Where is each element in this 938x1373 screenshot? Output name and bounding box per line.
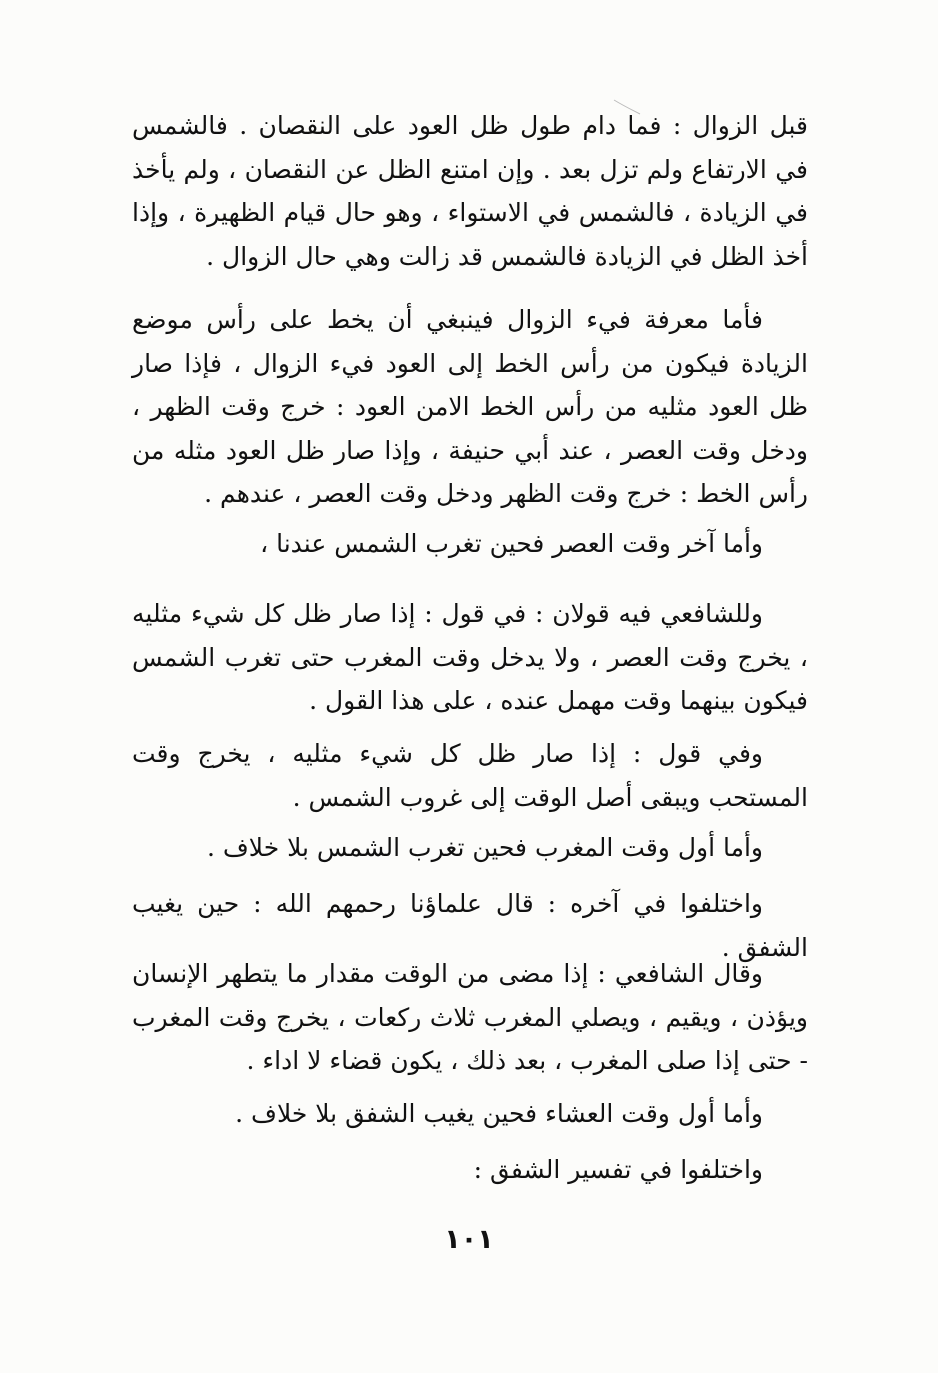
paragraph-1: قبل الزوال : فما دام طول ظل العود على النقصان . فالشمس في الارتفاع ولم تزل بعد . وإن امتنع الظل عن النقصان ، ولم يأخذ في الزيادة ، فالشمس في الاستواء ، وهو حال قيام الظهيرة ، وإذا أخذ الظل في الزيادة فالشمس قد زالت وهي حال الزوال .: [132, 111, 808, 271]
paragraph-5: وفي قول : إذا صار ظل كل شيء مثليه ، يخرج وقت المستحب ويبقى أصل الوقت إلى غروب الشمس .: [132, 739, 808, 812]
paragraph-2: فأما معرفة فيء الزوال فينبغي أن يخط على رأس موضع الزيادة فيكون من رأس الخط إلى العود فيء الزوال ، فإذا صار ظل العود مثليه من رأس الخط الامن العود : خرج وقت الظهر ، ودخل وقت العصر ، عند أبي حنيفة ، وإذا صار ظل العود مثله من رأس الخط : خرج وقت الظهر ودخل وقت العصر ، عندهم .: [132, 305, 808, 509]
paragraph-6: وأما أول وقت المغرب فحين تغرب الشمس بلا خلاف .: [206, 833, 763, 862]
paragraph-4: وللشافعي فيه قولان : في قول : إذا صار ظل كل شيء مثليه ، يخرج وقت العصر ، ولا يدخل وقت المغرب حتى تغرب الشمس فيكون بينهما وقت مهمل عنده ، على هذا القول .: [132, 599, 808, 716]
paragraph-7: واختلفوا في آخره : قال علماؤنا رحمهم الله : حين يغيب الشفق .: [132, 889, 808, 962]
page-number: ١٠١: [444, 1224, 494, 1255]
paragraph-9: وأما أول وقت العشاء فحين يغيب الشفق بلا خلاف .: [235, 1099, 763, 1128]
paragraph-8: وقال الشافعي : إذا مضى من الوقت مقدار ما يتطهر الإنسان ويؤذن ، ويقيم ، ويصلي المغرب ثلاث ركعات ، يخرج وقت المغرب - حتى إذا صلى المغرب ، بعد ذلك ، يكون قضاء لا اداء .: [132, 959, 808, 1076]
paragraph-10: واختلفوا في تفسير الشفق :: [473, 1155, 763, 1184]
paragraph-3: وأما آخر وقت العصر فحين تغرب الشمس عندنا ،: [260, 529, 763, 558]
